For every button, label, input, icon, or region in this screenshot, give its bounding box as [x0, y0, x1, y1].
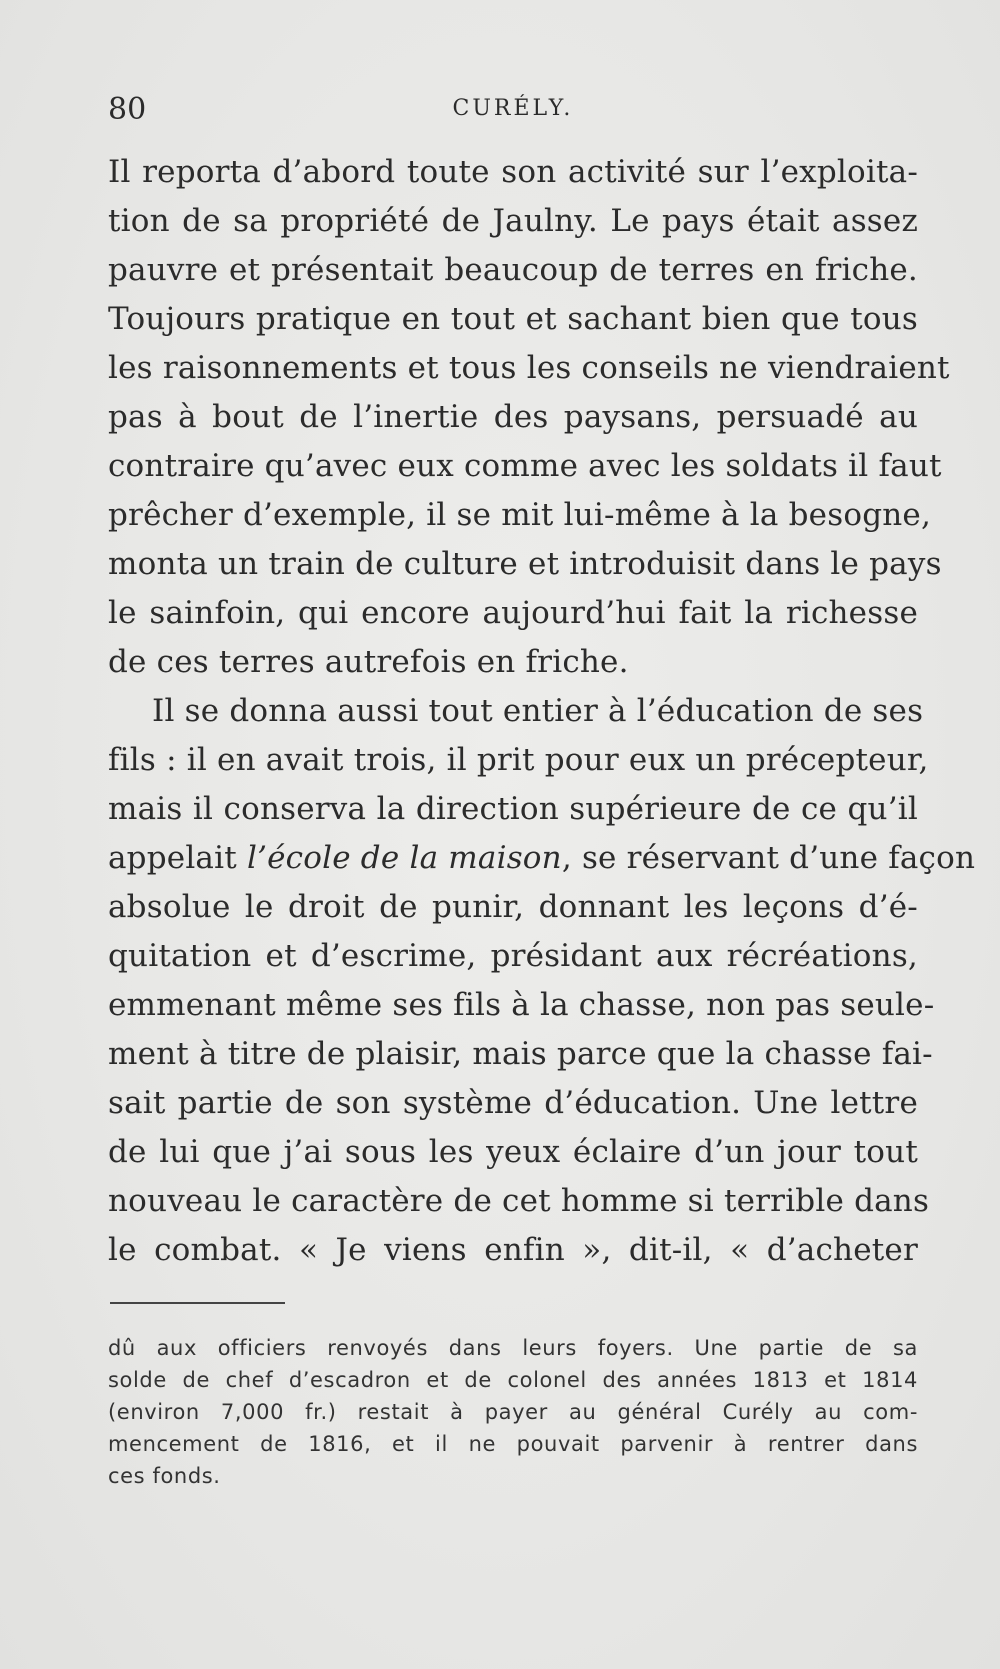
text-line: prêcher d’exemple, il se mit lui-même à la besogne, — [108, 497, 932, 533]
footnote-line: solde de chef d’escadron et de colonel des années 1813 et 1814 — [108, 1368, 918, 1392]
page-header — [108, 92, 918, 132]
footnote-line: (environ 7,000 fr.) restait à payer au général Curély au com- — [108, 1400, 918, 1424]
text-line: sait partie de son système d’éducation. Une lettre — [108, 1085, 918, 1121]
text-line: le combat. « Je viens enfin », dit-il, « d’acheter — [108, 1232, 918, 1268]
text-line: le sainfoin, qui encore aujourd’hui fait la richesse — [108, 595, 918, 631]
footnote-line: mencement de 1816, et il ne pouvait parvenir à rentrer dans — [108, 1432, 918, 1456]
footnote-separator — [110, 1302, 285, 1304]
paragraph-end-line: de ces terres autrefois en friche. — [108, 644, 629, 680]
page-number: 80 — [108, 92, 147, 127]
text-line: quitation et d’escrime, présidant aux récréations, — [108, 938, 918, 974]
footnote-line: dû aux officiers renvoyés dans leurs foyers. Une partie de sa — [108, 1336, 918, 1360]
footnote — [108, 1332, 918, 1492]
running-head: CURÉLY. — [452, 96, 574, 121]
text-line: pauvre et présentait beaucoup de terres en friche. — [108, 252, 918, 288]
text-line: tion de sa propriété de Jaulny. Le pays était assez — [108, 203, 918, 239]
text-line: ment à titre de plaisir, mais parce que la chasse fai- — [108, 1036, 933, 1072]
text-segment: , se réservant d’une façon — [561, 840, 976, 876]
text-line: fils : il en avait trois, il prit pour eux un précepteur, — [108, 742, 929, 778]
text-line: nouveau le caractère de cet homme si terrible dans — [108, 1183, 930, 1219]
text-line: emmenant même ses fils à la chasse, non pas seule- — [108, 987, 935, 1023]
text-line: de lui que j’ai sous les yeux éclaire d’un jour tout — [108, 1134, 918, 1170]
text-line: les raisonnements et tous les conseils ne viendraient — [108, 350, 950, 386]
text-line: Toujours pratique en tout et sachant bien que tous — [108, 301, 918, 337]
body-text — [108, 148, 976, 1275]
text-line: Il reporta d’abord toute son activité sur l’exploita- — [108, 154, 918, 190]
text-line: contraire qu’avec eux comme avec les soldats il faut — [108, 448, 942, 484]
italic-phrase: l’école de la maison — [246, 840, 562, 876]
text-line: pas à bout de l’inertie des paysans, persuadé au — [108, 399, 918, 435]
text-segment: appelait — [108, 840, 247, 876]
text-line-with-italic — [108, 834, 976, 883]
footnote-line: ces fonds. — [108, 1464, 221, 1488]
text-line: mais il conserva la direction supérieure de ce qu’il — [108, 791, 918, 827]
text-line: monta un train de culture et introduisit dans le pays — [108, 546, 942, 582]
text-line: absolue le droit de punir, donnant les leçons d’é- — [108, 889, 918, 925]
paragraph-start-line: Il se donna aussi tout entier à l’éducation de ses — [152, 693, 924, 729]
